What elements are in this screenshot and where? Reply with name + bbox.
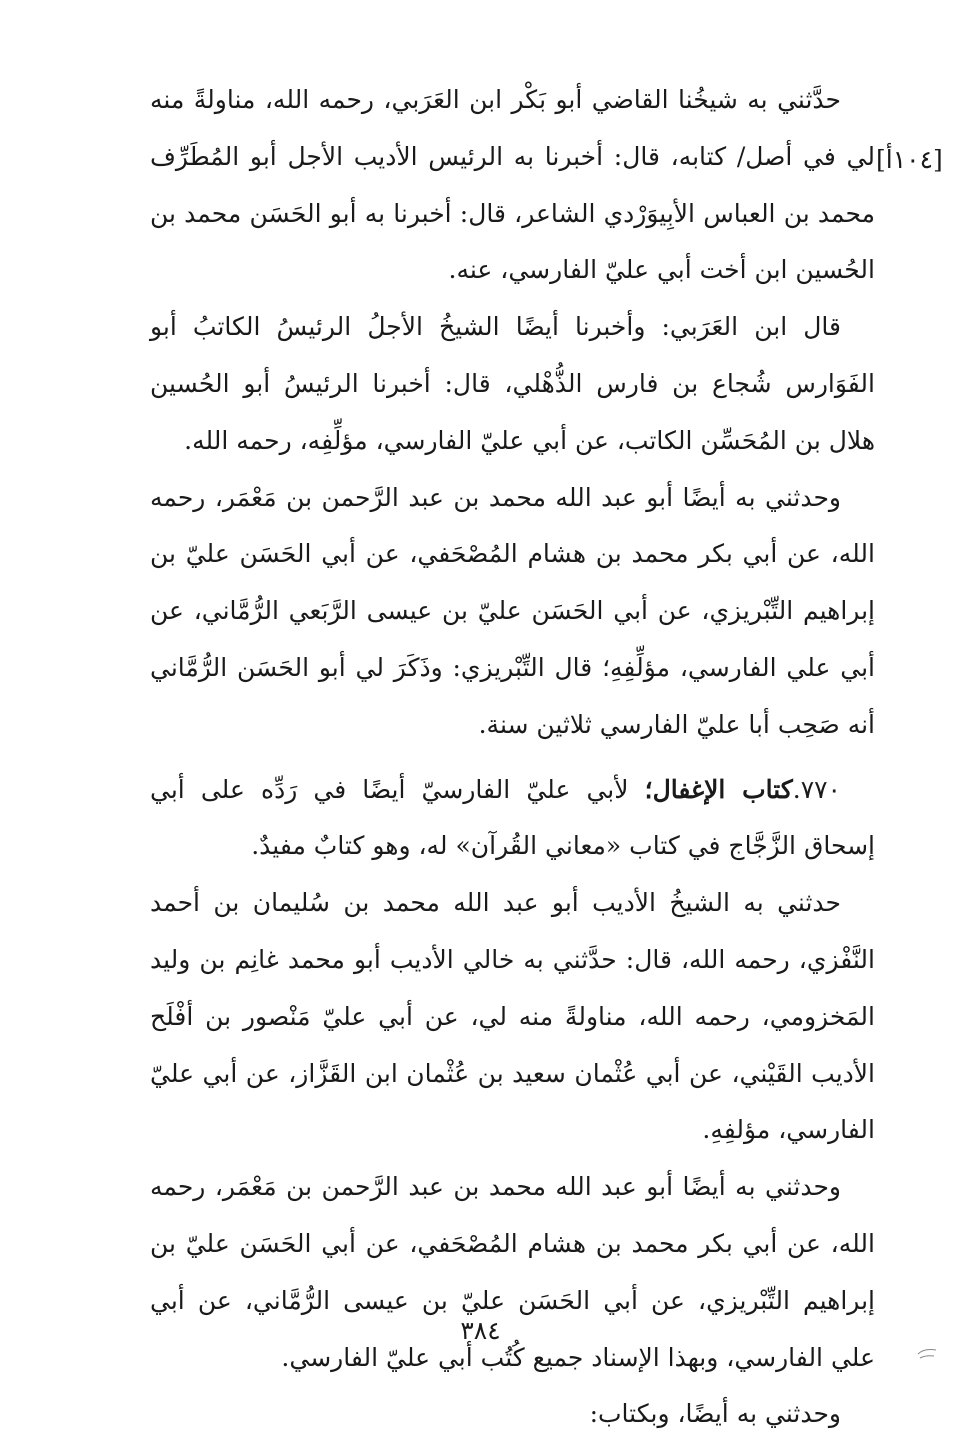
- entry-770: [150, 762, 875, 876]
- paragraph-chain-ibn-mamar-2: وحدثني به أيضًا أبو عبد الله محمد بن عبد الرَّحمن بن مَعْمَر، رحمه الله، عن أبي بكر محمد بن هشام المُصْحَفي، عن أبي الحَسَن عليّ بن إبراهيم التِّبْريزي، عن أبي الحَسَن عليّ بن عيسى الرُّمَّاني، عن أبي علي الفارسي، وبهذا الإسناد جميع كُتُب أبي عليّ الفارسي.: [150, 1172, 875, 1372]
- paragraph-chain-ibn-arabi: حدَّثني به شيخُنا القاضي أبو بَكْر ابن العَرَبي، رحمه الله، مناولةً منه لي في أصل/ كتابه، قال: أخبرنا به الرئيس الأديب الأجل أبو المُطَرِّف محمد بن العباس الأبِيوَرْدي الشاعر، قال: أخبرنا به أبو الحَسَن محمد بن الحُسين ابن أخت أبي عليّ الفارسي، عنه.: [150, 85, 875, 285]
- folio-reference: [١٠٤أ]: [876, 145, 943, 174]
- scan-mark: [916, 1346, 938, 1360]
- page-number: ٣٨٤: [460, 1316, 501, 1345]
- entry-number: ٧٧٠.: [792, 774, 841, 804]
- entry-title: كتاب الإغفال؛: [644, 774, 793, 804]
- paragraph-chain-ibn-mamar: وحدثني به أيضًا أبو عبد الله محمد بن عبد الرَّحمن بن مَعْمَر، رحمه الله، عن أبي بكر محمد بن هشام المُصْحَفي، عن أبي الحَسَن عليّ بن إبراهيم التِّبْريزي، عن أبي الحَسَن عليّ بن عيسى الرَّبَعي الرُّمَّاني، عن أبي علي الفارسي، مؤلِّفِهِ؛ قال التِّبْريزي: وذَكَرَ لي أبو الحَسَن الرُّمَّاني أنه صَحِب أبا عليّ الفارسي ثلاثين سنة.: [150, 482, 875, 739]
- main-text: [150, 72, 875, 1443]
- paragraph-continuation: وحدثني به أيضًا، وبكتاب:: [589, 1399, 841, 1429]
- entry-description: لأبي عليّ الفارسيّ أيضًا في رَدِّه على أبي إسحاق الزَّجَّاج في كتاب «معاني القُرآن» له، وهو كتابٌ مفيدٌ.: [150, 774, 875, 861]
- paragraph-chain-nafzi: حدثني به الشيخُ الأديب أبو عبد الله محمد بن سُليمان بن أحمد النَّفْزي، رحمه الله، قال: حدَّثني به خالي الأديب أبو محمد غانِم بن وليد المَخزومي، رحمه الله، مناولةً منه لي، عن أبي عليّ مَنْصور بن أفْلَح الأديب القَيْني، عن أبي عُثْمان سعيد بن عُثْمان ابن القَزَّاز، عن أبي عليّ الفارسي، مؤلفِهِ.: [150, 888, 875, 1145]
- paragraph-chain-abu-fawaris: قال ابن العَرَبي: وأخبرنا أيضًا الشيخُ الأجلُ الرئيسُ الكاتبُ أبو الفَوَارس شُجاع بن فارس الذُّهْلي، قال: أخبرنا الرئيسُ أبو الحُسين هلال بن المُحَسِّن الكاتب، عن أبي عليّ الفارسي، مؤلِّفِه، رحمه الله.: [150, 312, 875, 455]
